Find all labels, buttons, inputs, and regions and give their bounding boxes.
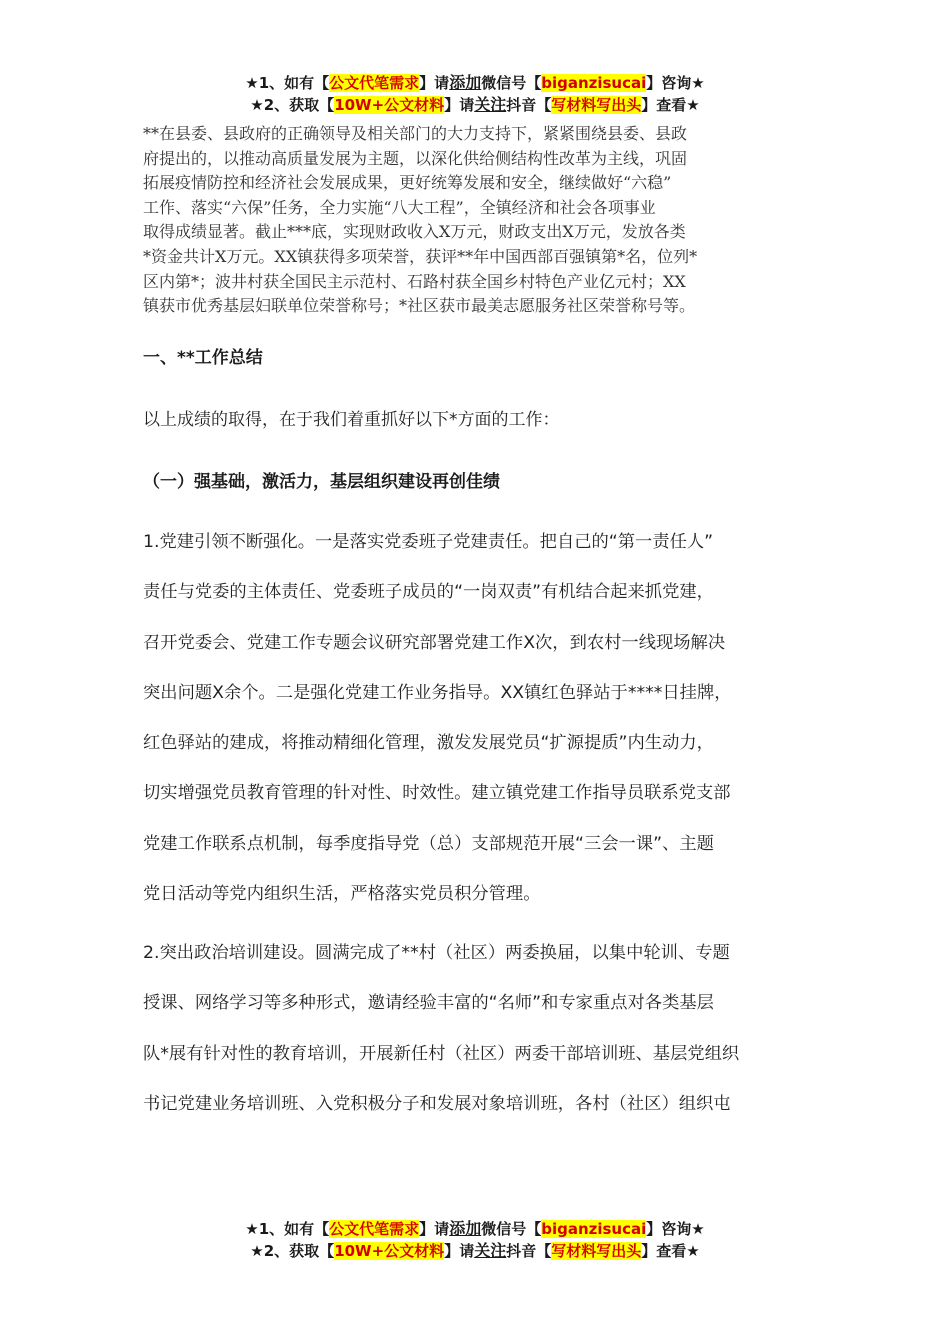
paragraph-line: 2.突出政治培训建设。圆满完成了**村（社区）两委换届，以集中轮训、专题	[143, 943, 730, 963]
paragraph-line: 切实增强党员教育管理的针对性、时效性。建立镇党建工作指导员联系党支部	[143, 783, 731, 804]
highlight-wechat-id: biganzisucai	[541, 1220, 647, 1238]
paragraph-line: 党日活动等党内组织生活，严格落实党员积分管理。	[143, 884, 541, 905]
paragraph-line: 责任与党委的主体责任、党委班子成员的“一岗双责”有机结合起来抓党建，	[143, 582, 714, 603]
banner-text: ★1、如有【	[245, 1220, 330, 1238]
highlight-douyin: 写材料写出头	[551, 1242, 642, 1260]
intro-line: 区内第*；波井村获全国民主示范村、石路村获全国乡村特色产业亿元村；XX	[143, 271, 686, 291]
paragraph-line: 党建工作联系点机制，每季度指导党（总）支部规范开展“三会一课”、主题	[143, 833, 714, 854]
emphasis-text: 关注	[474, 1241, 507, 1260]
intro-paragraph	[143, 122, 811, 319]
body-paragraph-2	[143, 928, 813, 1129]
banner-text: ★1、如有【	[245, 74, 330, 92]
banner-text: 】请	[444, 96, 475, 114]
subsection-heading: （一）强基础，激活力，基层组织建设再创佳绩	[143, 472, 500, 492]
emphasis-text: 关注	[474, 95, 507, 114]
highlight-service: 公文代笔需求	[329, 1220, 420, 1238]
banner-text: 抖音【	[506, 96, 552, 114]
banner-text: 】咨询★	[646, 1220, 705, 1238]
header-banner	[0, 72, 950, 116]
highlight-wechat-id: biganzisucai	[541, 74, 647, 92]
intro-line: *资金共计X万元。XX镇获得多项荣誉，获评**年中国西部百强镇第*名，位列*	[143, 246, 698, 266]
intro-line: 取得成绩显著。截止***底，实现财政收入X万元，财政支出X万元，发放各类	[143, 222, 686, 242]
emphasis-text: 添加	[449, 73, 482, 92]
highlight-service: 公文代笔需求	[329, 74, 420, 92]
banner-text: 微信号【	[481, 1220, 542, 1238]
highlight-materials: 10W+公文材料	[334, 1242, 445, 1260]
banner-text: 】查看★	[641, 96, 700, 114]
banner-text: ★2、获取【	[250, 96, 335, 114]
intro-line: 工作、落实“六保”任务，全力实施“八大工程”，全镇经济和社会各项事业	[143, 197, 656, 217]
section-heading: 一、**工作总结	[143, 348, 263, 368]
paragraph-line: 队*展有针对性的教育培训，开展新任村（社区）两委干部培训班、基层党组织	[143, 1043, 740, 1064]
intro-line: 镇获市优秀基层妇联单位荣誉称号；*社区获市最美志愿服务社区荣誉称号等。	[143, 296, 696, 316]
banner-line-2	[0, 1240, 950, 1262]
emphasis-text: 添加	[449, 1219, 482, 1238]
banner-text: 】请	[419, 74, 450, 92]
intro-line: **在县委、县政府的正确领导及相关部门的大力支持下，紧紧围绕县委、县政	[143, 124, 688, 143]
banner-line-1	[0, 1218, 950, 1240]
banner-text: 】请	[419, 1220, 450, 1238]
body-paragraph-1	[143, 517, 813, 919]
intro-line: 府提出的，以推动高质量发展为主题，以深化供给侧结构性改革为主线，巩固	[143, 148, 688, 168]
paragraph-line: 召开党委会、党建工作专题会议研究部署党建工作X次，到农村一线现场解决	[143, 632, 726, 653]
banner-text: 】查看★	[641, 1242, 700, 1260]
lead-sentence: 以上成绩的取得，在于我们着重抓好以下*方面的工作：	[143, 410, 560, 430]
banner-text: 抖音【	[506, 1242, 552, 1260]
paragraph-line: 书记党建业务培训班、入党积极分子和发展对象培训班，各村（社区）组织屯	[143, 1093, 731, 1114]
highlight-materials: 10W+公文材料	[334, 96, 445, 114]
footer-banner	[0, 1218, 950, 1262]
banner-text: 】咨询★	[646, 74, 705, 92]
banner-line-1	[0, 72, 950, 94]
paragraph-line: 1.党建引领不断强化。一是落实党委班子党建责任。把自己的“第一责任人”	[143, 532, 714, 552]
intro-line: 拓展疫情防控和经济社会发展成果，更好统筹发展和安全，继续做好“六稳”	[143, 173, 672, 193]
paragraph-line: 红色驿站的建成，将推动精细化管理，激发发展党员“扩源提质”内生动力，	[143, 733, 714, 754]
paragraph-line: 突出问题X余个。二是强化党建工作业务指导。XX镇红色驿站于****日挂牌，	[143, 682, 732, 703]
banner-text: ★2、获取【	[250, 1242, 335, 1260]
banner-text: 】请	[444, 1242, 475, 1260]
banner-text: 微信号【	[481, 74, 542, 92]
highlight-douyin: 写材料写出头	[551, 96, 642, 114]
banner-line-2	[0, 94, 950, 116]
paragraph-line: 授课、网络学习等多种形式，邀请经验丰富的“名师”和专家重点对各类基层	[143, 993, 714, 1014]
